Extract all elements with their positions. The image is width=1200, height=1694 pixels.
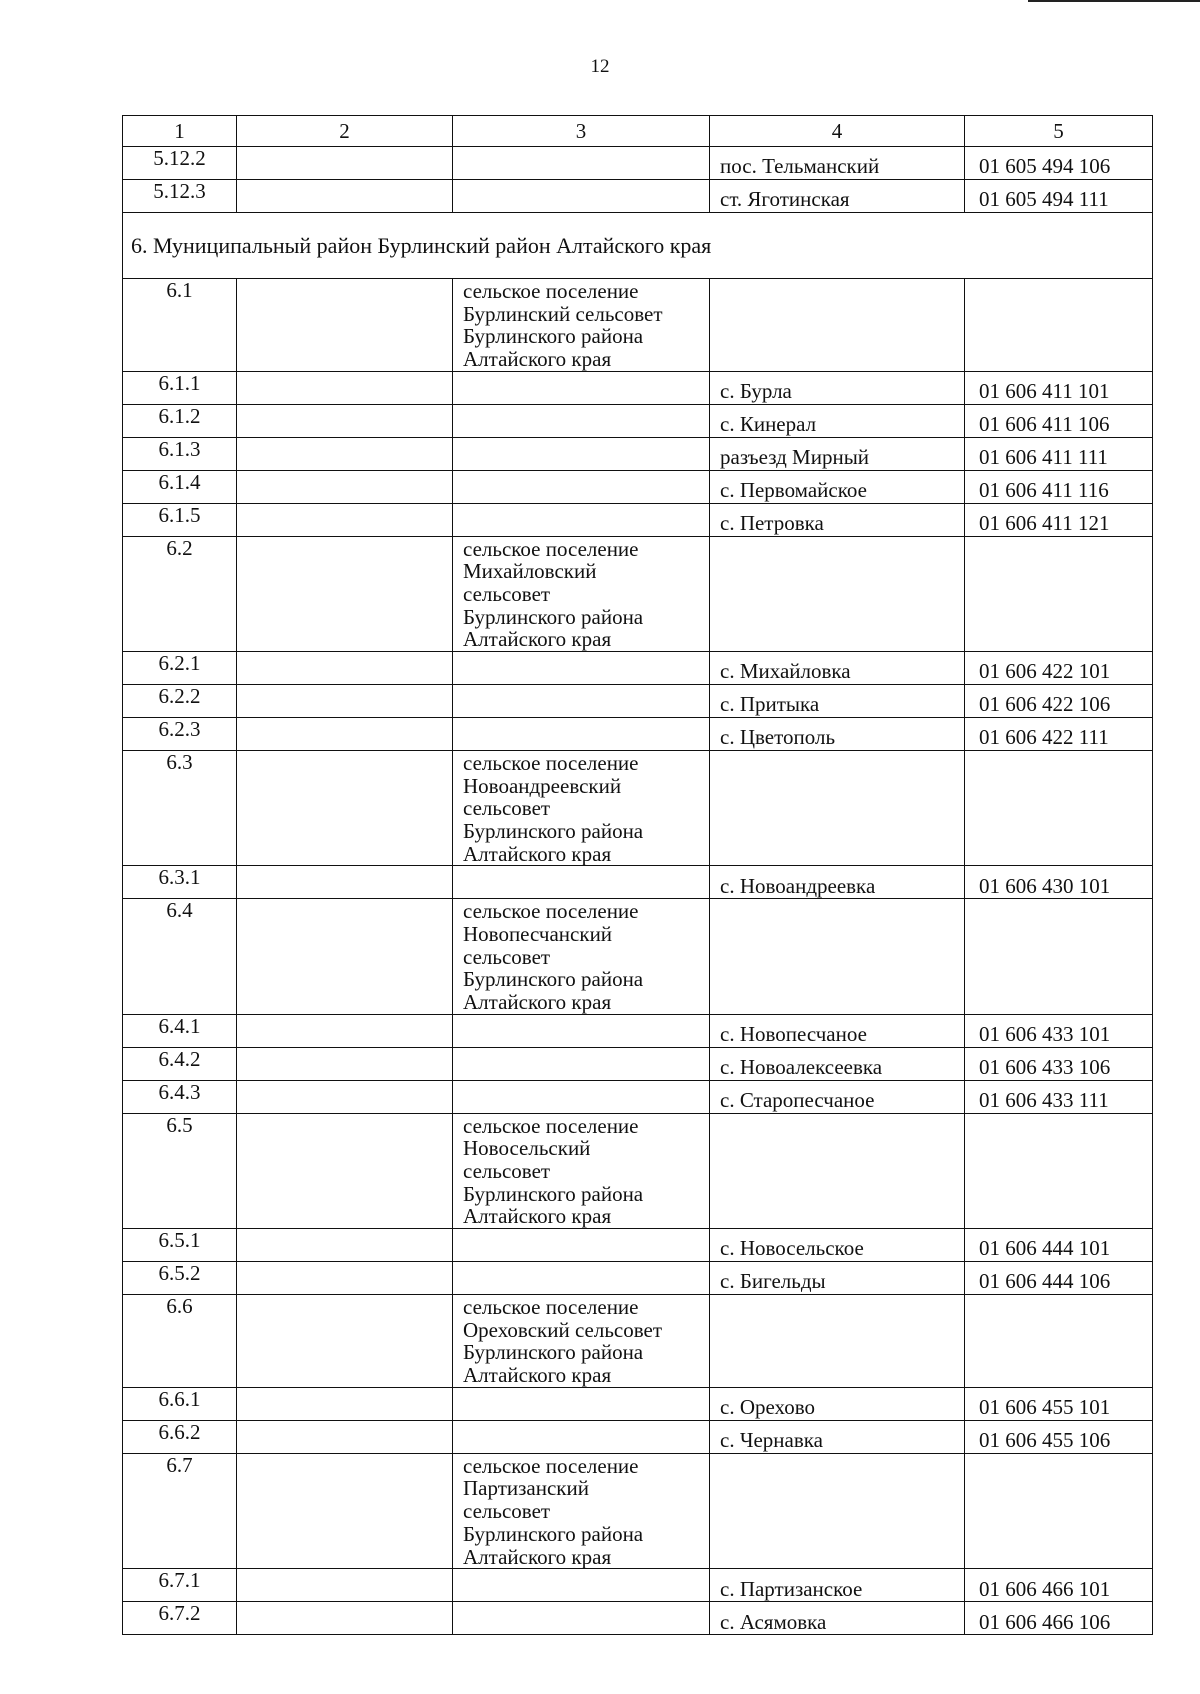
table-row xyxy=(123,1453,1153,1568)
cell-settlement xyxy=(453,1229,710,1262)
cell-oktmo-code: 01 606 466 101 xyxy=(965,1569,1153,1602)
settlement-line: сельсовет xyxy=(463,1499,551,1524)
settlement-line: Алтайского края xyxy=(463,1363,612,1388)
cell-col2 xyxy=(237,866,453,899)
cell-locality xyxy=(710,751,965,866)
cell-col2 xyxy=(237,1047,453,1080)
cell-col2 xyxy=(237,1262,453,1295)
settlement-line: сельсовет xyxy=(463,796,551,821)
settlement-line: Бурлинский сельсовет xyxy=(463,301,663,326)
table-row xyxy=(123,1113,1153,1228)
cell-locality: с. Кинерал xyxy=(710,404,965,437)
cell-col2 xyxy=(237,1113,453,1228)
cell-number: 6.6 xyxy=(123,1295,237,1388)
cell-locality: пос. Тельманский xyxy=(710,147,965,180)
table-row xyxy=(123,1047,1153,1080)
settlement-line: сельское поселение xyxy=(463,1113,639,1138)
cell-settlement xyxy=(453,1420,710,1453)
cell-settlement xyxy=(453,751,710,866)
settlement-line: сельское поселение xyxy=(463,1453,639,1478)
registry-table xyxy=(122,115,1153,1635)
cell-locality: с. Бигельды xyxy=(710,1262,965,1295)
section-title: 6. Муниципальный район Бурлинский район Алтайского края xyxy=(123,213,1153,279)
settlement-line: Ореховский сельсовет xyxy=(463,1317,663,1342)
cell-settlement xyxy=(453,718,710,751)
header-col-3: 3 xyxy=(453,116,710,147)
cell-col2 xyxy=(237,1602,453,1635)
cell-settlement xyxy=(453,1080,710,1113)
table-row xyxy=(123,685,1153,718)
settlement-line: Алтайского края xyxy=(463,1204,612,1229)
cell-col2 xyxy=(237,437,453,470)
table-row xyxy=(123,866,1153,899)
cell-oktmo-code: 01 605 494 106 xyxy=(965,147,1153,180)
table-row xyxy=(123,1262,1153,1295)
cell-col2 xyxy=(237,279,453,372)
table-row xyxy=(123,180,1153,213)
cell-settlement xyxy=(453,147,710,180)
cell-locality: с. Первомайское xyxy=(710,470,965,503)
settlement-line: сельсовет xyxy=(463,582,551,607)
cell-col2 xyxy=(237,147,453,180)
cell-number: 6.5 xyxy=(123,1113,237,1228)
table-row xyxy=(123,1014,1153,1047)
cell-settlement xyxy=(453,1014,710,1047)
table-row xyxy=(123,899,1153,1014)
cell-locality: с. Орехово xyxy=(710,1387,965,1420)
cell-locality: ст. Яготинская xyxy=(710,180,965,213)
cell-locality xyxy=(710,899,965,1014)
cell-number: 6.2 xyxy=(123,536,237,651)
table-row xyxy=(123,279,1153,372)
settlement-line: сельское поселение xyxy=(463,1295,639,1320)
cell-settlement xyxy=(453,1387,710,1420)
table-row xyxy=(123,470,1153,503)
cell-locality: с. Новоандреевка xyxy=(710,866,965,899)
settlement-line: Михайловский xyxy=(463,559,597,584)
cell-locality: с. Михайловка xyxy=(710,652,965,685)
settlement-line: Бурлинского района xyxy=(463,1521,644,1546)
cell-settlement xyxy=(453,279,710,372)
cell-settlement xyxy=(453,866,710,899)
cell-col2 xyxy=(237,1229,453,1262)
table-row xyxy=(123,652,1153,685)
cell-col2 xyxy=(237,404,453,437)
cell-oktmo-code xyxy=(965,1113,1153,1228)
cell-locality xyxy=(710,1453,965,1568)
cell-locality: разъезд Мирный xyxy=(710,437,965,470)
cell-oktmo-code: 01 606 411 106 xyxy=(965,404,1153,437)
cell-settlement xyxy=(453,1453,710,1568)
header-col-5: 5 xyxy=(965,116,1153,147)
cell-settlement xyxy=(453,1602,710,1635)
cell-locality xyxy=(710,1113,965,1228)
cell-number: 6.1.5 xyxy=(123,503,237,536)
cell-settlement xyxy=(453,899,710,1014)
cell-number: 6.4.3 xyxy=(123,1080,237,1113)
cell-number: 6.6.1 xyxy=(123,1387,237,1420)
table-row xyxy=(123,751,1153,866)
cell-locality: с. Петровка xyxy=(710,503,965,536)
page-number: 12 xyxy=(590,56,610,77)
settlement-line: Бурлинского района xyxy=(463,1181,644,1206)
table-row xyxy=(123,503,1153,536)
section-row xyxy=(123,213,1153,279)
cell-col2 xyxy=(237,470,453,503)
cell-settlement xyxy=(453,685,710,718)
cell-settlement xyxy=(453,180,710,213)
cell-number: 6.1.2 xyxy=(123,404,237,437)
cell-oktmo-code: 01 606 444 106 xyxy=(965,1262,1153,1295)
cell-oktmo-code: 01 606 433 101 xyxy=(965,1014,1153,1047)
settlement-line: Бурлинского района xyxy=(463,324,644,349)
settlement-line: Новопесчанский xyxy=(463,922,613,947)
cell-number: 6.1 xyxy=(123,279,237,372)
cell-number: 6.1.3 xyxy=(123,437,237,470)
table-row xyxy=(123,147,1153,180)
cell-number: 6.4.2 xyxy=(123,1047,237,1080)
settlement-line: сельское поселение xyxy=(463,536,639,561)
settlement-line: Новоандреевский xyxy=(463,773,622,798)
cell-col2 xyxy=(237,1080,453,1113)
cell-number: 6.7 xyxy=(123,1453,237,1568)
cell-number: 6.5.1 xyxy=(123,1229,237,1262)
cell-col2 xyxy=(237,371,453,404)
cell-col2 xyxy=(237,503,453,536)
cell-number: 6.7.2 xyxy=(123,1602,237,1635)
cell-locality: с. Партизанское xyxy=(710,1569,965,1602)
cell-locality xyxy=(710,279,965,372)
cell-settlement xyxy=(453,470,710,503)
cell-oktmo-code: 01 606 411 101 xyxy=(965,371,1153,404)
cell-settlement xyxy=(453,536,710,651)
cell-oktmo-code: 01 606 422 111 xyxy=(965,718,1153,751)
settlement-line: Новосельский xyxy=(463,1136,591,1161)
cell-settlement xyxy=(453,652,710,685)
cell-locality: с. Чернавка xyxy=(710,1420,965,1453)
cell-settlement xyxy=(453,503,710,536)
table-row xyxy=(123,1602,1153,1635)
cell-oktmo-code xyxy=(965,1453,1153,1568)
settlement-line: Алтайского края xyxy=(463,627,612,652)
cell-locality: с. Притыка xyxy=(710,685,965,718)
settlement-line: сельсовет xyxy=(463,1159,551,1184)
cell-locality: с. Новосельское xyxy=(710,1229,965,1262)
settlement-line: сельское поселение xyxy=(463,751,639,776)
cell-oktmo-code: 01 606 411 121 xyxy=(965,503,1153,536)
settlement-line: сельское поселение xyxy=(463,279,639,303)
table-row xyxy=(123,437,1153,470)
cell-oktmo-code xyxy=(965,1295,1153,1388)
cell-oktmo-code: 01 605 494 111 xyxy=(965,180,1153,213)
cell-number: 6.3.1 xyxy=(123,866,237,899)
cell-number: 6.4.1 xyxy=(123,1014,237,1047)
cell-locality xyxy=(710,1295,965,1388)
settlement-line: Партизанский xyxy=(463,1476,589,1501)
settlement-line: Алтайского края xyxy=(463,347,612,372)
cell-number: 5.12.3 xyxy=(123,180,237,213)
cell-number: 6.2.2 xyxy=(123,685,237,718)
cell-oktmo-code xyxy=(965,751,1153,866)
cell-number: 6.1.1 xyxy=(123,371,237,404)
cell-col2 xyxy=(237,718,453,751)
cell-number: 6.4 xyxy=(123,899,237,1014)
cell-number: 6.6.2 xyxy=(123,1420,237,1453)
cell-locality: с. Цветополь xyxy=(710,718,965,751)
cell-col2 xyxy=(237,685,453,718)
cell-oktmo-code: 01 606 433 111 xyxy=(965,1080,1153,1113)
table-row xyxy=(123,371,1153,404)
cell-col2 xyxy=(237,180,453,213)
table-row xyxy=(123,1295,1153,1388)
cell-locality: с. Новоалексеевка xyxy=(710,1047,965,1080)
table-row xyxy=(123,1420,1153,1453)
cell-locality: с. Новопесчаное xyxy=(710,1014,965,1047)
header-row xyxy=(123,116,1153,147)
cell-col2 xyxy=(237,652,453,685)
cell-oktmo-code: 01 606 422 101 xyxy=(965,652,1153,685)
cell-col2 xyxy=(237,1014,453,1047)
table-row xyxy=(123,404,1153,437)
cell-settlement xyxy=(453,437,710,470)
table-row xyxy=(123,536,1153,651)
cell-oktmo-code xyxy=(965,279,1153,372)
table-row xyxy=(123,1569,1153,1602)
cell-locality: с. Асямовка xyxy=(710,1602,965,1635)
settlement-line: Алтайского края xyxy=(463,990,612,1015)
registry-table-body xyxy=(123,116,1153,1635)
settlement-line: Бурлинского района xyxy=(463,819,644,844)
table-row xyxy=(123,1080,1153,1113)
cell-col2 xyxy=(237,1453,453,1568)
cell-col2 xyxy=(237,536,453,651)
cell-number: 6.3 xyxy=(123,751,237,866)
settlement-line: Алтайского края xyxy=(463,1544,612,1569)
table-row xyxy=(123,1387,1153,1420)
cell-oktmo-code: 01 606 433 106 xyxy=(965,1047,1153,1080)
cell-oktmo-code: 01 606 466 106 xyxy=(965,1602,1153,1635)
cell-number: 5.12.2 xyxy=(123,147,237,180)
cell-locality: с. Бурла xyxy=(710,371,965,404)
cell-settlement xyxy=(453,404,710,437)
cell-col2 xyxy=(237,751,453,866)
cell-oktmo-code xyxy=(965,536,1153,651)
cell-oktmo-code: 01 606 444 101 xyxy=(965,1229,1153,1262)
settlement-line: Бурлинского района xyxy=(463,604,644,629)
cell-number: 6.2.1 xyxy=(123,652,237,685)
cell-col2 xyxy=(237,899,453,1014)
cell-col2 xyxy=(237,1295,453,1388)
cell-col2 xyxy=(237,1387,453,1420)
cell-number: 6.2.3 xyxy=(123,718,237,751)
settlement-line: сельское поселение xyxy=(463,899,639,924)
cell-locality: с. Старопесчаное xyxy=(710,1080,965,1113)
table-row xyxy=(123,718,1153,751)
settlement-line: Бурлинского района xyxy=(463,967,644,992)
table-row xyxy=(123,1229,1153,1262)
cell-settlement xyxy=(453,1047,710,1080)
cell-number: 6.5.2 xyxy=(123,1262,237,1295)
cell-col2 xyxy=(237,1569,453,1602)
cell-col2 xyxy=(237,1420,453,1453)
header-col-2: 2 xyxy=(237,116,453,147)
settlement-line: Бурлинского района xyxy=(463,1340,644,1365)
cell-number: 6.1.4 xyxy=(123,470,237,503)
header-col-4: 4 xyxy=(710,116,965,147)
top-edge-line xyxy=(1028,0,1200,2)
cell-oktmo-code: 01 606 455 101 xyxy=(965,1387,1153,1420)
cell-settlement xyxy=(453,1262,710,1295)
cell-locality xyxy=(710,536,965,651)
cell-number: 6.7.1 xyxy=(123,1569,237,1602)
cell-settlement xyxy=(453,371,710,404)
cell-oktmo-code: 01 606 411 116 xyxy=(965,470,1153,503)
cell-settlement xyxy=(453,1295,710,1388)
settlement-line: Алтайского края xyxy=(463,841,612,866)
cell-oktmo-code xyxy=(965,899,1153,1014)
settlement-line: сельсовет xyxy=(463,944,551,969)
cell-oktmo-code: 01 606 411 111 xyxy=(965,437,1153,470)
header-col-1: 1 xyxy=(123,116,237,147)
cell-settlement xyxy=(453,1113,710,1228)
cell-oktmo-code: 01 606 455 106 xyxy=(965,1420,1153,1453)
cell-oktmo-code: 01 606 422 106 xyxy=(965,685,1153,718)
cell-settlement xyxy=(453,1569,710,1602)
cell-oktmo-code: 01 606 430 101 xyxy=(965,866,1153,899)
